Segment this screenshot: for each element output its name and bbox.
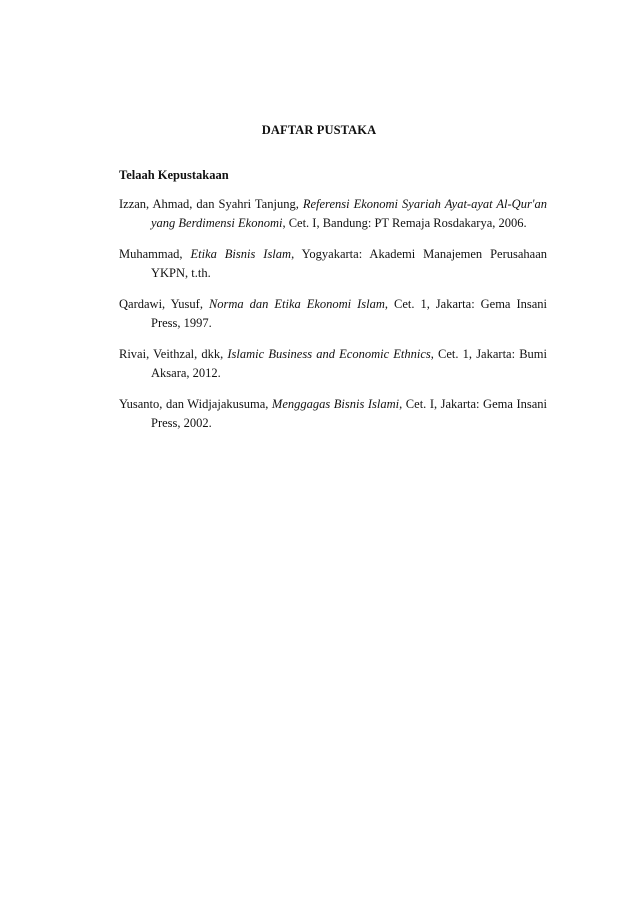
reference-authors: Muhammad, [119, 247, 183, 261]
reference-item [119, 295, 547, 333]
reference-work-title: Islamic Business and Economic Ethnics [227, 347, 431, 361]
reference-authors: Qardawi, Yusuf, [119, 297, 203, 311]
reference-item [119, 345, 547, 383]
page-title: DAFTAR PUSTAKA [261, 123, 377, 137]
reference-details: , Yogyakarta: Akademi Manajemen Perusahaan YKPN, t.th. [151, 247, 548, 280]
reference-item [119, 395, 547, 433]
reference-item [119, 195, 547, 233]
reference-work-title: Menggagas Bisnis Islami [271, 397, 400, 411]
reference-list [119, 195, 547, 445]
reference-work-title: Etika Bisnis Islam [190, 247, 292, 261]
reference-authors: Rivai, Veithzal, dkk, [119, 347, 224, 361]
reference-details: , Cet. I, Bandung: PT Remaja Rosdakarya, 2006. [282, 216, 527, 230]
reference-details: , Cet. I, Jakarta: Gema Insani Press, 2002. [151, 397, 547, 430]
reference-work-title: Referensi Ekonomi Syariah Ayat-ayat Al-Qur'an yang Berdimensi Ekonomi [151, 197, 547, 230]
reference-work-title: Norma dan Etika Ekonomi Islam [208, 297, 385, 311]
section-heading: Telaah Kepustakaan [119, 168, 229, 182]
reference-details: , Cet. 1, Jakarta: Bumi Aksara, 2012. [151, 347, 547, 380]
reference-authors: Yusanto, dan Widjajakusuma, [119, 397, 269, 411]
reference-item [119, 245, 547, 283]
reference-authors: Izzan, Ahmad, dan Syahri Tanjung, [119, 197, 299, 211]
reference-details: , Cet. 1, Jakarta: Gema Insani Press, 1997. [151, 297, 548, 330]
